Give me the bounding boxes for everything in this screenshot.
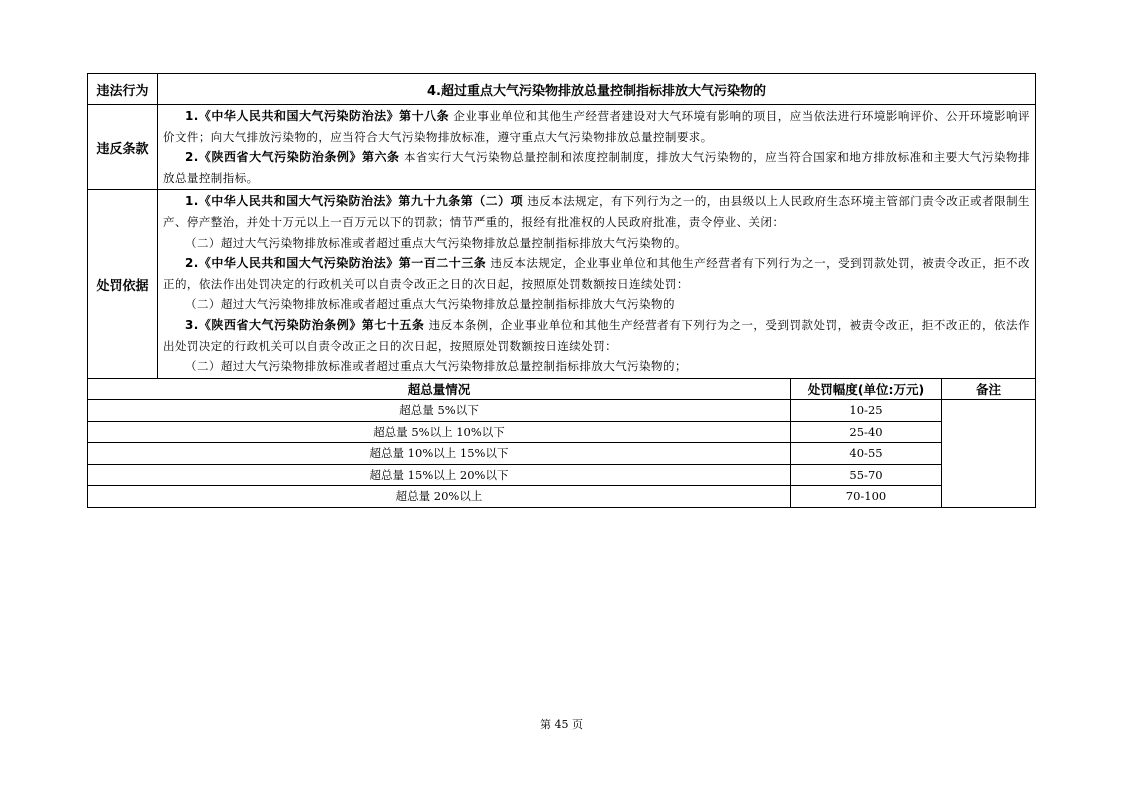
fine-range-table: [87, 378, 1036, 508]
excess-cell: 超总量 20%以上: [88, 486, 791, 508]
clauses-cell: [158, 105, 1036, 190]
table-row: [88, 421, 1036, 443]
violation-label: 违法行为: [88, 74, 158, 105]
header-note: 备注: [942, 378, 1036, 400]
excess-cell: 超总量 5%以下: [88, 400, 791, 422]
table-row: [88, 486, 1036, 508]
table-row: [88, 443, 1036, 465]
clause-text: 本省实行大气污染物总量控制和浓度控制制度，排放大气污染物的，应当符合国家和地方排放标准和主要大气污染物排放总量控制指标。: [163, 150, 1030, 185]
penalty-sub-item: （二）超过大气污染物排放标准或者超过重点大气污染物排放总量控制指标排放大气污染物的；: [185, 359, 687, 374]
enforcement-document: [87, 73, 1036, 508]
clause-text: 企业事业单位和其他生产经营者建设对大气环境有影响的项目，应当依法进行环境影响评价、公开环境影响评价文件；向大气排放污染物的，应当符合大气污染物排放标准，遵守重点大气污染物排放总量控制要求。: [163, 109, 1030, 144]
header-fine-range: 处罚幅度(单位:万元): [791, 378, 942, 400]
penalty-text: 违反本法规定，有下列行为之一的，由县级以上人民政府生态环境主管部门责令改正或者限制生产、停产整治，并处十万元以上一百万元以下的罚款；情节严重的，报经有批准权的人民政府批准，责令停业、关闭：: [163, 194, 1031, 229]
penalties-label: 处罚依据: [88, 190, 158, 378]
penalty-paragraph: [163, 315, 1030, 356]
clause-ref: 2.《陕西省大气污染防治条例》第六条: [185, 150, 400, 165]
fine-table-header: [88, 378, 1036, 400]
fine-cell: 25-40: [791, 421, 942, 443]
clause-paragraph: [163, 147, 1030, 188]
clauses-label: 违反条款: [88, 105, 158, 190]
violation-title: 4.超过重点大气污染物排放总量控制指标排放大气污染物的: [158, 74, 1036, 105]
page-number: 第 45 页: [540, 718, 583, 731]
penalty-ref: 1.《中华人民共和国大气污染防治法》第九十九条第（二）项: [185, 194, 524, 209]
fine-cell: 70-100: [791, 486, 942, 508]
excess-cell: 超总量 15%以上 20%以下: [88, 464, 791, 486]
penalty-paragraph: [163, 253, 1030, 294]
header-excess: 超总量情况: [88, 378, 791, 400]
penalty-sub-item: （二）超过大气污染物排放标准或者超过重点大气污染物排放总量控制指标排放大气污染物的。: [185, 235, 687, 250]
excess-cell: 超总量 5%以上 10%以下: [88, 421, 791, 443]
clause-paragraph: [163, 106, 1030, 147]
fine-cell: 55-70: [791, 464, 942, 486]
table-row: [88, 464, 1036, 486]
violation-table: [87, 73, 1036, 379]
penalty-ref: 2.《中华人民共和国大气污染防治法》第一百二十三条: [185, 256, 487, 271]
excess-cell: 超总量 10%以上 15%以下: [88, 443, 791, 465]
fine-cell: 10-25: [791, 400, 942, 422]
penalty-ref: 3.《陕西省大气污染防治条例》第七十五条: [185, 317, 425, 332]
penalty-sub-item: （二）超过大气污染物排放标准或者超过重点大气污染物排放总量控制指标排放大气污染物的: [185, 297, 675, 312]
clause-ref: 1.《中华人民共和国大气污染防治法》第十八条: [185, 109, 450, 123]
fine-cell: 40-55: [791, 443, 942, 465]
penalty-text: 违反本条例，企业事业单位和其他生产经营者有下列行为之一，受到罚款处罚，被责令改正，拒不改正的，依法作出处罚决定的行政机关可以自责令改正之日的次日起，按照原处罚数额按日连续处罚：: [163, 317, 1030, 353]
penalty-text: 违反本法规定，企业事业单位和其他生产经营者有下列行为之一，受到罚款处罚，被责令改正，拒不改正的，依法作出处罚决定的行政机关可以自责令改正之日的次日起，按照原处罚数额按日连续处罚：: [163, 256, 1030, 291]
table-row: [88, 400, 1036, 422]
penalty-paragraph: [163, 191, 1030, 232]
note-cell: [942, 400, 1036, 508]
penalties-cell: [158, 190, 1036, 378]
